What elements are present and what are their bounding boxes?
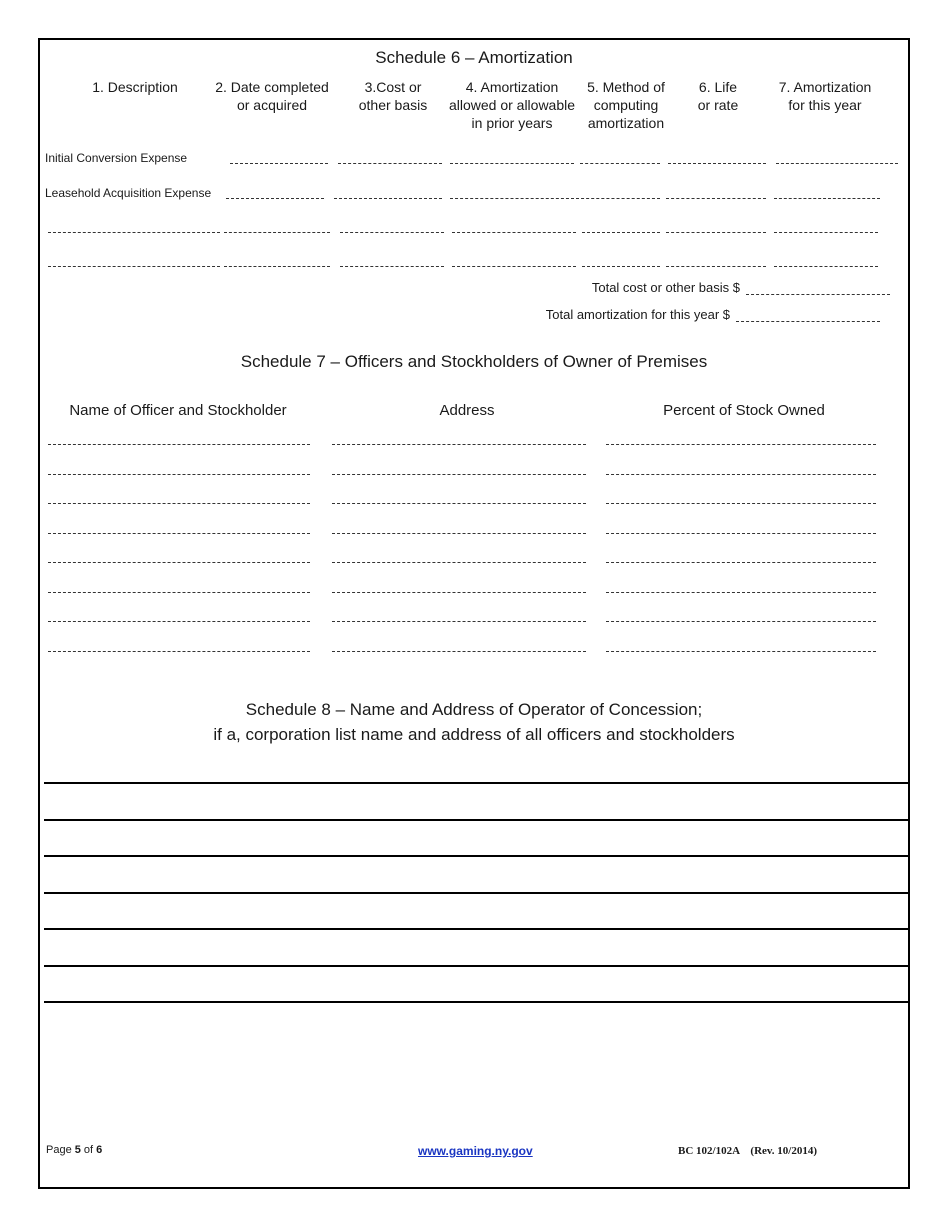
s7-field-percent[interactable] [606,444,876,445]
s7-col-name: Name of Officer and Stockholder [69,402,287,419]
s6-field-cost[interactable] [340,266,444,267]
s6-field-date[interactable] [230,163,328,164]
s7-field-name[interactable] [48,444,310,445]
s8-entry-line[interactable] [44,928,908,930]
s8-entry-line[interactable] [44,855,908,857]
s6-field-method[interactable] [576,198,660,199]
s7-field-address[interactable] [332,592,586,593]
s7-field-address[interactable] [332,533,586,534]
s7-field-address[interactable] [332,651,586,652]
s6-field-description[interactable] [48,232,220,233]
total-cost-field[interactable] [746,294,890,295]
s6-field-amort-prior[interactable] [452,266,576,267]
s6-col-amort-prior: 4. Amortization allowed or allowable in prior years [448,79,576,131]
s6-field-date[interactable] [224,266,330,267]
s6-field-life[interactable] [668,163,766,164]
s6-field-amort-prior[interactable] [450,163,574,164]
form-id: BC 102/102A (Rev. 10/2014) [678,1145,818,1157]
s7-col-address: Address [439,402,495,419]
s7-field-address[interactable] [332,444,586,445]
s7-field-name[interactable] [48,651,310,652]
s6-field-life[interactable] [666,198,766,199]
schedule8-title-line1: Schedule 8 – Name and Address of Operator of Concession; [245,700,703,719]
s7-field-name[interactable] [48,474,310,475]
s8-entry-line[interactable] [44,892,908,894]
schedule8-title-line2: if a, corporation list name and address of all officers and stockholders [213,725,735,744]
s6-field-method[interactable] [582,232,660,233]
total-amort-field[interactable] [736,321,880,322]
s6-field-date[interactable] [224,232,330,233]
s7-field-address[interactable] [332,621,586,622]
total-amort-label: Total amortization for this year $ [545,307,730,322]
s7-field-address[interactable] [332,474,586,475]
form-page [38,38,910,1189]
website-link[interactable]: www.gaming.ny.gov [418,1144,533,1158]
s7-field-address[interactable] [332,562,586,563]
page-number: Page 5 of 6 [46,1144,103,1156]
s6-row-label: Initial Conversion Expense [45,151,188,165]
s7-field-name[interactable] [48,533,310,534]
s6-col-life: 6. Life or rate [697,79,739,113]
s6-row-label: Leasehold Acquisition Expense [45,186,212,200]
s6-col-cost: 3.Cost or other basis [358,79,428,113]
s7-field-address[interactable] [332,503,586,504]
s6-field-amort-prior[interactable] [450,198,574,199]
s6-field-amort-year[interactable] [774,266,878,267]
s8-entry-line[interactable] [44,965,908,967]
s6-field-amort-prior[interactable] [452,232,576,233]
s7-field-percent[interactable] [606,651,876,652]
s7-field-name[interactable] [48,592,310,593]
s6-field-life[interactable] [666,232,766,233]
s6-field-method[interactable] [582,266,660,267]
s7-field-percent[interactable] [606,474,876,475]
s6-col-method: 5. Method of computing amortization [587,79,665,131]
s6-field-cost[interactable] [334,198,442,199]
s6-field-method[interactable] [580,163,660,164]
total-cost-label: Total cost or other basis $ [591,280,740,295]
s6-field-life[interactable] [666,266,766,267]
s7-field-percent[interactable] [606,503,876,504]
s7-field-percent[interactable] [606,562,876,563]
s6-field-amort-year[interactable] [776,163,898,164]
s8-entry-line[interactable] [44,819,908,821]
s8-entry-line[interactable] [44,782,908,784]
s7-field-name[interactable] [48,621,310,622]
s6-col-description: 1. Description [92,79,178,95]
s7-field-name[interactable] [48,503,310,504]
s7-col-percent: Percent of Stock Owned [663,402,825,419]
schedule6-title: Schedule 6 – Amortization [375,48,573,67]
schedule7-title: Schedule 7 – Officers and Stockholders of Owner of Premises [240,352,708,371]
s6-field-amort-year[interactable] [774,198,880,199]
s6-field-amort-year[interactable] [774,232,878,233]
s8-entry-line[interactable] [44,1001,908,1003]
s6-col-date: 2. Date completed or acquired [215,79,329,113]
s7-field-name[interactable] [48,562,310,563]
s6-col-amort-year: 7. Amortization for this year [778,79,872,113]
s7-field-percent[interactable] [606,621,876,622]
s6-field-description[interactable] [48,266,220,267]
s6-field-cost[interactable] [340,232,444,233]
s6-field-date[interactable] [226,198,324,199]
s6-field-cost[interactable] [338,163,442,164]
s7-field-percent[interactable] [606,592,876,593]
s7-field-percent[interactable] [606,533,876,534]
